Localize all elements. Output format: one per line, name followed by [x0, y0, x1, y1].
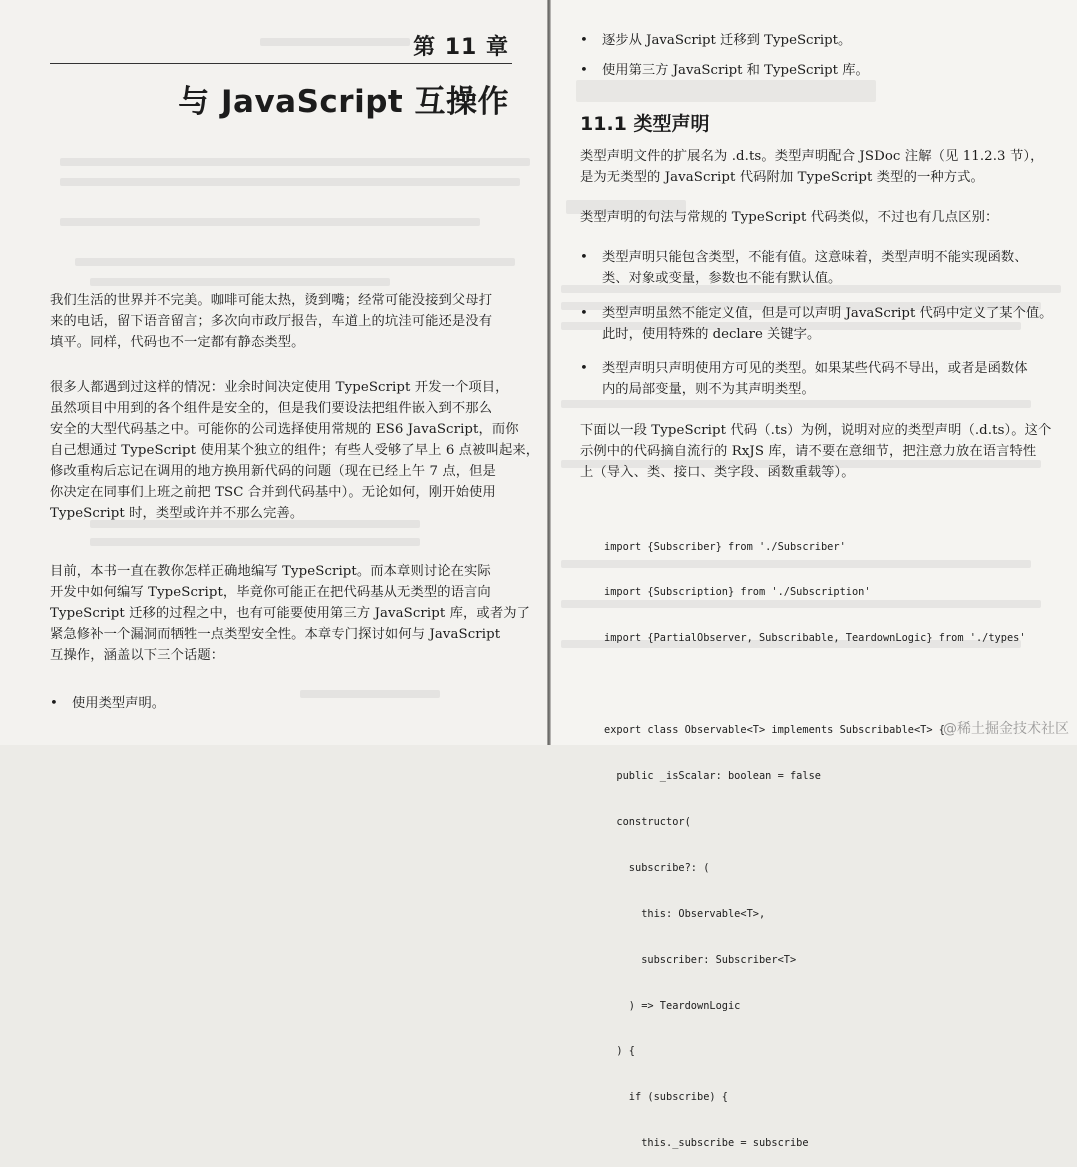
code-line: this: Observable<T>, [604, 907, 766, 920]
situation-paragraph [50, 377, 540, 524]
syntax-paragraph [580, 207, 1050, 228]
intro-paragraph [50, 290, 512, 353]
code-line: export class Observable<T> implements Subscribable<T> { [604, 724, 945, 737]
code-line: constructor( [604, 815, 691, 828]
chapter-scope-paragraph [50, 561, 531, 666]
text-line: 类型声明只声明使用方可见的类型。如果某些代码不导出，或者是函数体 [602, 361, 1028, 376]
text-line: 是为无类型的 JavaScript 代码附加 TypeScript 类型的一种方式。 [580, 170, 984, 185]
text-line: 修改重构后忘记在调用的地方换用新代码的问题（现在已经上午 7 点，但是 [50, 464, 496, 479]
bullet-glyph: • [50, 696, 58, 711]
text-line: 类型声明只能包含类型，不能有值。这意味着，类型声明不能实现函数、 [602, 250, 1028, 265]
text-line: 互操作，涵盖以下三个话题： [50, 648, 225, 663]
text-line: 使用类型声明。 [72, 696, 166, 711]
code-line: this._subscribe = subscribe [604, 1137, 809, 1150]
code-line [604, 677, 1026, 692]
example-intro-paragraph [580, 420, 1050, 483]
declaration-intro-paragraph [580, 146, 1050, 188]
chapter-title: 与 JavaScript 互操作 [178, 84, 509, 120]
text-line: TypeScript 迁移的过程之中，也有可能要使用第三方 JavaScript 库，或者为了 [50, 606, 531, 621]
text-line: 自己想通过 TypeScript 使用某个独立的组件；有些人受够了早上 6 点被叫起来， [50, 443, 540, 458]
text-line: 我们生活的世界并不完美。咖啡可能太热，烫到嘴；经常可能没接到父母打 [50, 293, 493, 308]
text-line: 类型声明文件的扩展名为 .d.ts。类型声明配合 JSDoc 注解（见 11.2.3 节）， [580, 149, 1044, 164]
code-line: ) => TeardownLogic [604, 999, 741, 1012]
text-line: 类型声明的句法与常规的 TypeScript 代码类似，不过也有几点区别： [580, 210, 999, 225]
chapter-label: 第 11 章 [413, 35, 509, 60]
code-line: import {PartialObserver, Subscribable, TeardownLogic} from './types' [604, 632, 1026, 645]
text-line: 来的电话，留下语音留言；多次向市政厅报告，车道上的坑洼可能还是没有 [50, 314, 493, 329]
text-line: TypeScript 时，类型或许并不那么完善。 [50, 506, 304, 521]
code-listing [604, 509, 1026, 1167]
text-line: 上（导入、类、接口、类字段、函数重载等）。 [580, 465, 855, 480]
chapter-rule [50, 63, 512, 64]
section-heading: 11.1 类型声明 [580, 113, 710, 135]
text-line: 目前，本书一直在教你怎样正确地编写 TypeScript。而本章则讨论在实际 [50, 564, 491, 579]
code-line: subscriber: Subscriber<T> [604, 953, 797, 966]
text-line: 类、对象或变量，参数也不能有默认值。 [602, 271, 842, 286]
code-line: ) { [604, 1045, 635, 1058]
watermark: @稀土掘金技术社区 [943, 721, 1069, 737]
text-line: 下面以一段 TypeScript 代码（.ts）为例，说明对应的类型声明（.d.ts）。这个 [580, 423, 1052, 438]
text-line: 虽然项目中用到的各个组件是安全的，但是我们要设法把组件嵌入到不那么 [50, 401, 493, 416]
bullet-glyph: • [580, 361, 588, 376]
left-page [0, 0, 547, 745]
bullet-glyph: • [580, 63, 588, 78]
bullet-glyph: • [580, 33, 588, 48]
text-line: 使用第三方 JavaScript 和 TypeScript 库。 [602, 63, 869, 78]
text-line: 填平。同样，代码也不一定都有静态类型。 [50, 335, 305, 350]
bullet-glyph: • [580, 250, 588, 265]
text-line: 你决定在同事们上班之前把 TSC 合并到代码基中）。无论如何，刚开始使用 [50, 485, 496, 500]
text-line: 开发中如何编写 TypeScript，毕竟你可能正在把代码基从无类型的语言向 [50, 585, 491, 600]
text-line: 内的局部变量，则不为其声明类型。 [602, 382, 815, 397]
text-line: 安全的大型代码基之中。可能你的公司选择使用常规的 ES6 JavaScript，而你 [50, 422, 519, 437]
text-line: 逐步从 JavaScript 迁移到 TypeScript。 [602, 33, 852, 48]
text-line: 此时，使用特殊的 declare 关键字。 [602, 327, 821, 342]
text-line: 很多人都遇到过这样的情况：业余时间决定使用 TypeScript 开发一个项目， [50, 380, 509, 395]
text-line: 示例中的代码摘自流行的 RxJS 库，请不要在意细节，把注意力放在语言特性 [580, 444, 1037, 459]
code-line: subscribe?: ( [604, 861, 710, 874]
code-line: import {Subscriber} from './Subscriber' [604, 540, 846, 553]
code-line: if (subscribe) { [604, 1091, 728, 1104]
code-line: import {Subscription} from './Subscription' [604, 586, 871, 599]
text-line: 紧急修补一个漏洞而牺牲一点类型安全性。本章专门探讨如何与 JavaScript [50, 627, 501, 642]
bullet-glyph: • [580, 306, 588, 321]
code-line: public _isScalar: boolean = false [604, 770, 821, 783]
text-line: 类型声明虽然不能定义值，但是可以声明 JavaScript 代码中定义了某个值。 [602, 306, 1053, 321]
